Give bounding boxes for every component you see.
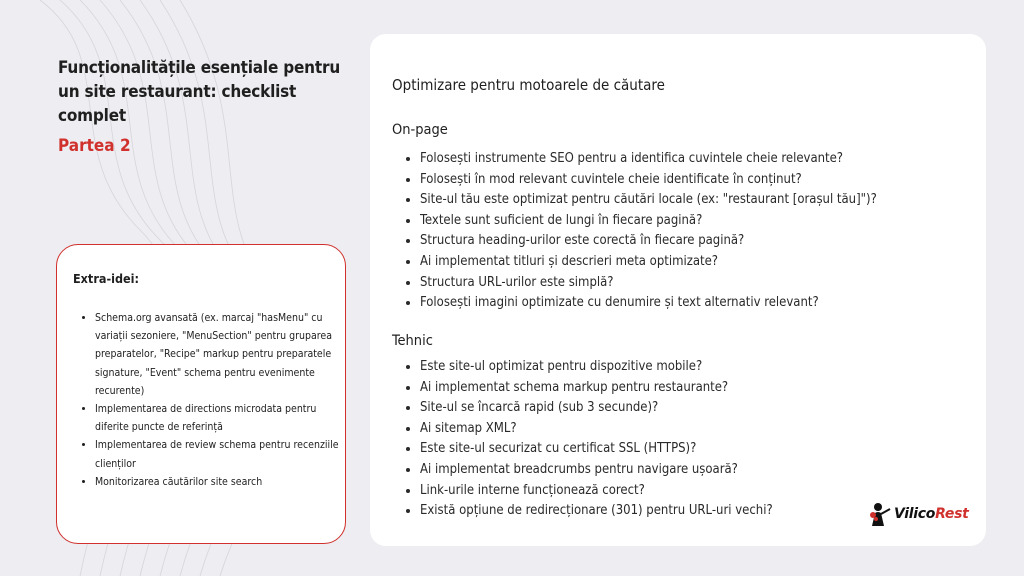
list-item: • Ai sitemap XML?: [420, 419, 980, 440]
section-title: Optimizare pentru motoarele de căutare: [392, 76, 665, 94]
tehnic-title: Tehnic: [392, 333, 433, 349]
list-item: • Este site-ul optimizat pentru dispozitive mobile?: [420, 357, 980, 378]
list-item: • Monitorizarea căutărilor site search: [95, 473, 353, 491]
seo-checklist-panel: [370, 34, 986, 546]
list-item: • Folosești în mod relevant cuvintele cheie identificate în conținut?: [420, 170, 980, 191]
list-item: • Structura URL-urilor este simplă?: [420, 273, 980, 294]
list-item: • Schema.org avansată (ex. marcaj "hasMenu" cu variații sezoniere, "MenuSection" pentru gruparea preparatelor, "Recipe" markup pentru preparatele signature, "Event" schema pentru evenimente recurente): [95, 309, 353, 400]
list-item: • Link-urile interne funcționează corect?: [420, 481, 980, 502]
onpage-list: [406, 149, 980, 314]
list-item: • Ai implementat breadcrumbs pentru navigare ușoară?: [420, 460, 980, 481]
extra-ideas-title: Extra-idei:: [73, 271, 139, 286]
extra-ideas-card: [56, 244, 346, 544]
list-item: • Implementarea de directions microdata pentru diferite puncte de referință: [95, 400, 353, 436]
extra-ideas-list: [79, 309, 353, 491]
part-label: Partea 2: [58, 136, 131, 156]
vilicorest-logo: [868, 500, 978, 528]
chef-silhouette-icon: [868, 500, 896, 528]
list-item: • Folosești instrumente SEO pentru a identifica cuvintele cheie relevante?: [420, 149, 980, 170]
list-item: • Ai implementat schema markup pentru restaurante?: [420, 378, 980, 399]
list-item: • Structura heading-urilor este corectă în fiecare pagină?: [420, 231, 980, 252]
tehnic-list: [406, 357, 980, 522]
list-item: • Ai implementat titluri și descrieri meta optimizate?: [420, 252, 980, 273]
list-item: • Site-ul tău este optimizat pentru căutări locale (ex: "restaurant [orașul tău]")?: [420, 190, 980, 211]
logo-name-part1: Vilico: [894, 506, 936, 522]
page-title: Funcționalitățile esențiale pentru un site restaurant: checklist complet: [58, 58, 341, 126]
list-item: • Este site-ul securizat cu certificat SSL (HTTPS)?: [420, 439, 980, 460]
list-item: • Textele sunt suficient de lungi în fiecare pagină?: [420, 211, 980, 232]
logo-wordmark: [894, 506, 969, 522]
list-item: • Există opțiune de redirecționare (301) pentru URL-uri vechi?: [420, 501, 980, 522]
logo-name-part2: Rest: [935, 506, 969, 522]
list-item: • Folosești imagini optimizate cu denumire și text alternativ relevant?: [420, 293, 980, 314]
list-item: • Site-ul se încarcă rapid (sub 3 secunde)?: [420, 398, 980, 419]
onpage-title: On-page: [392, 122, 448, 138]
list-item: • Implementarea de review schema pentru recenziile clienților: [95, 436, 353, 472]
